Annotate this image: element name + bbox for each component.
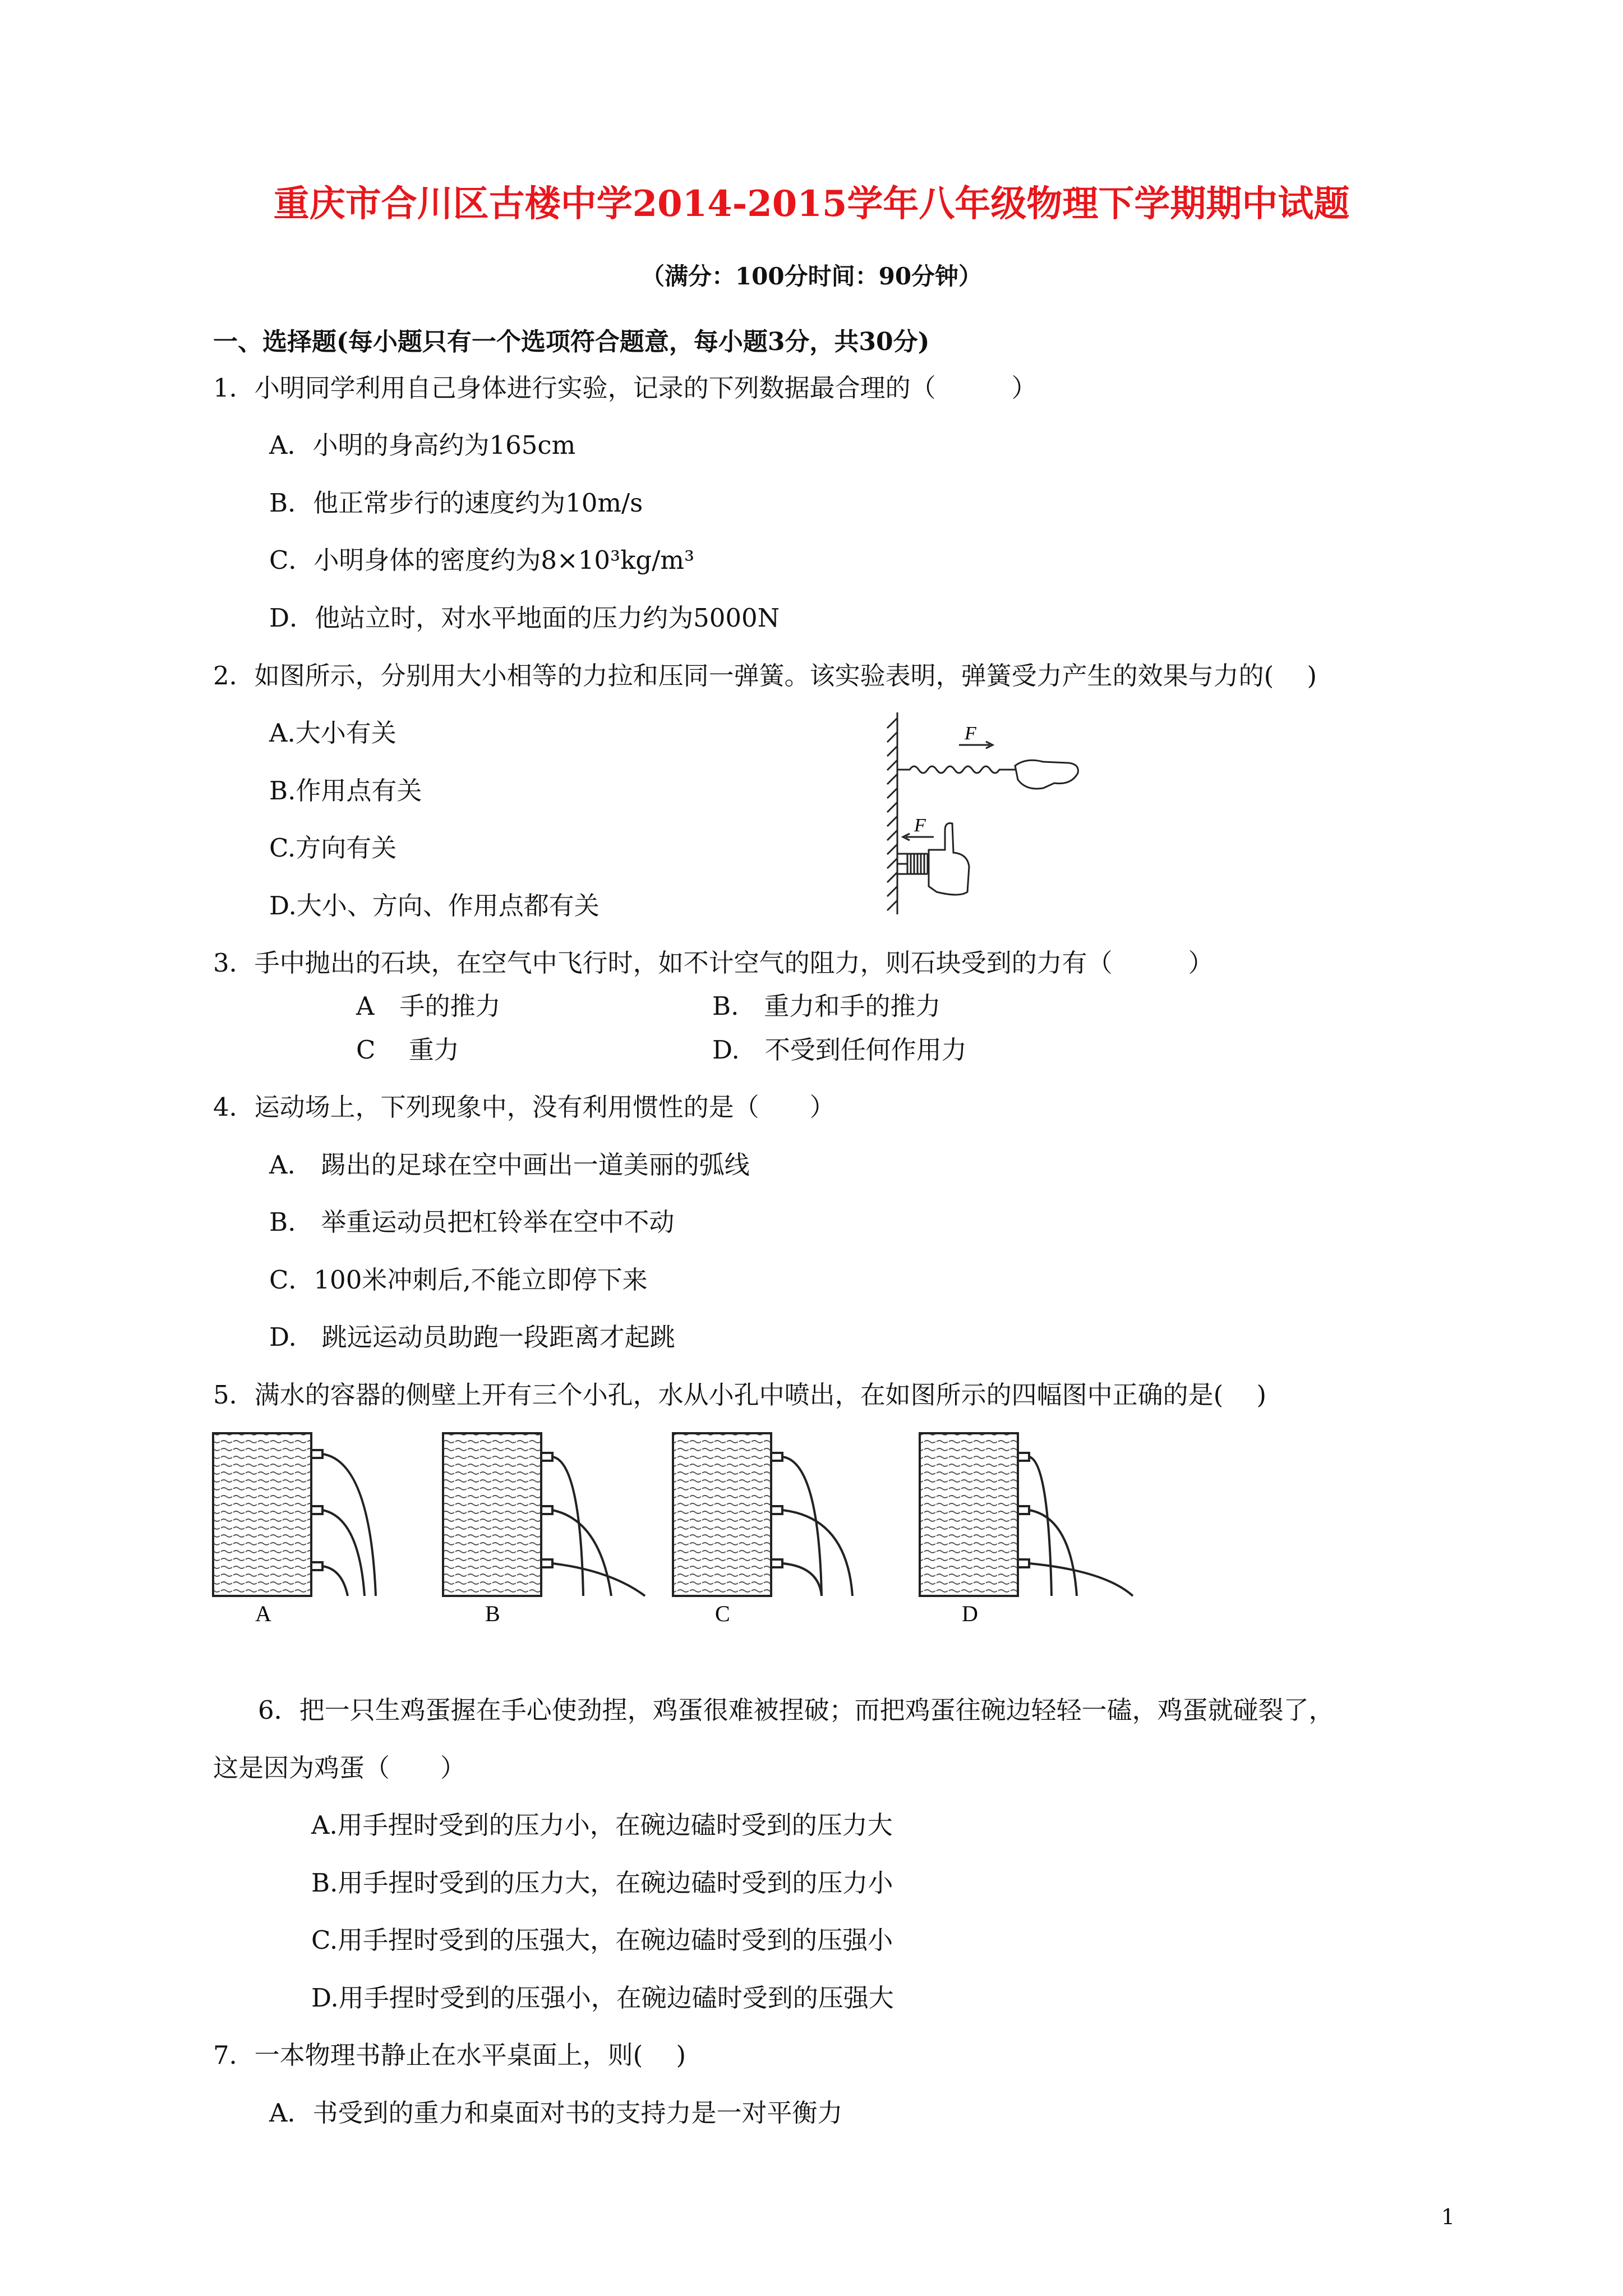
question-1-stem: 1．小明同学利用自己身体进行实验，记录的下列数据最合理的（ ） [213, 373, 1037, 403]
question-4-option-c: C．100米冲刺后,不能立即停下来 [269, 1265, 648, 1295]
container-c [673, 1433, 852, 1596]
question-4-option-b: B. 举重运动员把杠铃举在空中不动 [269, 1207, 675, 1237]
spring-force-label-bottom: F [914, 815, 926, 836]
figure-label-d: D [962, 1601, 978, 1626]
question-4-option-a: A. 踢出的足球在空中画出一道美丽的弧线 [269, 1150, 750, 1180]
question-4-option-d: D. 跳远运动员助跑一段距离才起跳 [269, 1322, 675, 1352]
container-b [443, 1433, 645, 1596]
question-2-option-a: A.大小有关 [269, 718, 396, 748]
page-subtitle: （满分：100分时间：90分钟） [640, 263, 983, 290]
spring-force-label-top: F [965, 723, 976, 744]
question-3-option-d: D. 不受到任何作用力 [712, 1035, 967, 1065]
question-6-option-c: C.用手捏时受到的压强大，在碗边磕时受到的压强小 [311, 1925, 893, 1955]
page-number: 1 [1441, 2205, 1455, 2229]
question-3-option-a: A 手的推力 [356, 991, 501, 1021]
question-3-option-b: B. 重力和手的推力 [712, 991, 941, 1021]
figure-label-b: B [485, 1601, 500, 1626]
question-6-option-b: B.用手捏时受到的压力大，在碗边磕时受到的压力小 [311, 1868, 893, 1898]
container-d [920, 1433, 1133, 1596]
question-2-stem: 2．如图所示，分别用大小相等的力拉和压同一弹簧。该实验表明，弹簧受力产生的效果与力的( ) [213, 661, 1317, 691]
question-5-stem: 5．满水的容器的侧壁上开有三个小孔，水从小孔中喷出，在如图所示的四幅图中正确的是( ) [213, 1380, 1267, 1410]
container-a [213, 1433, 376, 1596]
question-7-option-a: A．书受到的重力和桌面对书的支持力是一对平衡力 [269, 2098, 843, 2128]
page-title: 重庆市合川区古楼中学2014-2015学年八年级物理下学期期中试题 [273, 183, 1350, 225]
spring-figure [875, 707, 1122, 920]
question-3-option-c: C 重力 [356, 1035, 459, 1065]
question-6-stem-line2: 这是因为鸡蛋（ ） [213, 1753, 466, 1783]
question-2-option-b: B.作用点有关 [269, 776, 422, 806]
question-4-stem: 4．运动场上，下列现象中，没有利用惯性的是（ ） [213, 1092, 835, 1122]
figure-label-c: C [715, 1601, 730, 1626]
question-1-option-d: D．他站立时，对水平地面的压力约为5000N [269, 603, 780, 633]
question-1-option-c: C．小明身体的密度约为8×10³kg/m³ [269, 545, 695, 575]
question-3-stem: 3．手中抛出的石块，在空气中飞行时，如不计空气的阻力，则石块受到的力有（ ） [213, 948, 1214, 978]
figure-label-a: A [255, 1601, 271, 1626]
question-6-stem-line1: 6．把一只生鸡蛋握在手心使劲捏，鸡蛋很难被捏破；而把鸡蛋往碗边轻轻一磕，鸡蛋就碰裂了， [258, 1695, 1334, 1725]
question-2-option-c: C.方向有关 [269, 833, 397, 863]
question-1-option-b: B．他正常步行的速度约为10m/s [269, 488, 643, 518]
section-heading: 一、选择题(每小题只有一个选项符合题意，每小题3分，共30分) [213, 328, 930, 356]
question-2-option-d: D.大小、方向、作用点都有关 [269, 891, 600, 921]
question-7-stem: 7．一本物理书静止在水平桌面上，则( ) [213, 2040, 686, 2070]
question-1-option-a: A．小明的身高约为165cm [269, 430, 576, 460]
water-container-figure [208, 1422, 1161, 1624]
question-6-option-a: A.用手捏时受到的压力小，在碗边磕时受到的压力大 [311, 1810, 893, 1840]
question-6-option-d: D.用手捏时受到的压强小，在碗边磕时受到的压强大 [311, 1983, 894, 2013]
